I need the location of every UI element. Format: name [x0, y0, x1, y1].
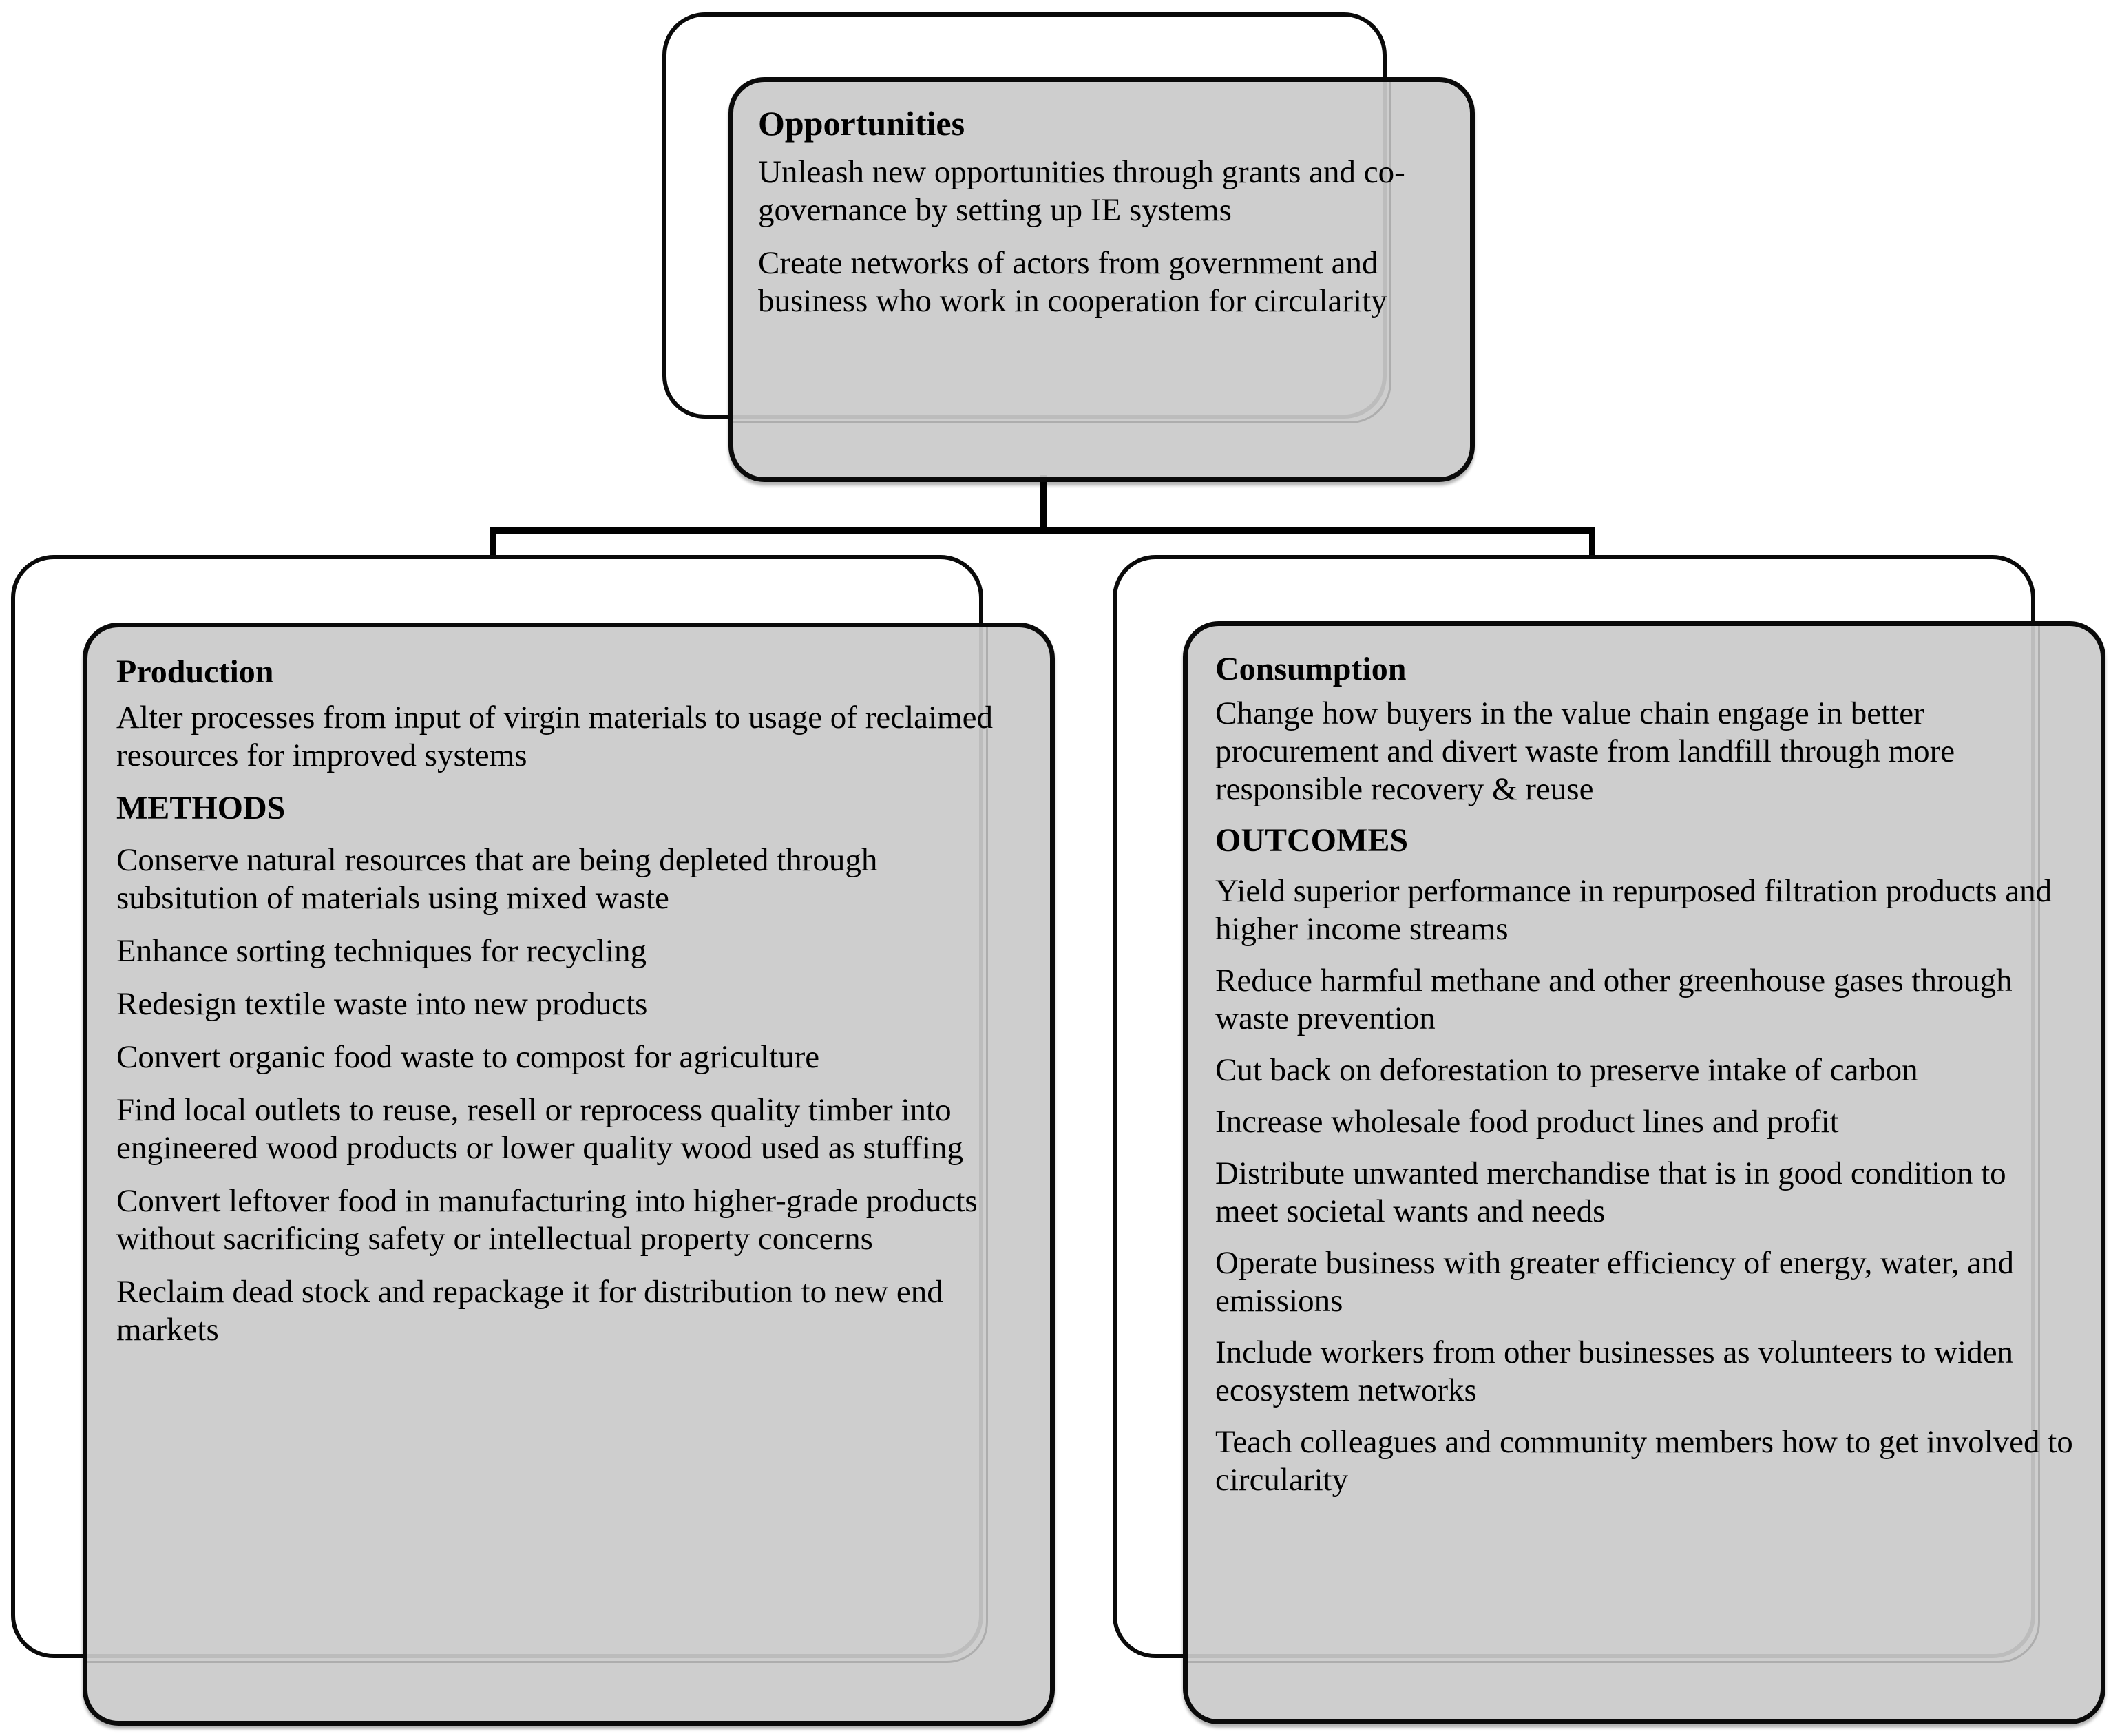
- spacer: [1215, 1141, 2075, 1155]
- consumption-outcome-6: Operate business with greater efficiency of energy, water, and emissions: [1215, 1245, 2015, 1319]
- consumption-outcome-4: Increase wholesale food product lines and profit: [1215, 1104, 1839, 1140]
- node-content: [1215, 651, 2075, 1499]
- spacer: [1215, 1320, 2075, 1334]
- node-content: [116, 653, 1022, 1349]
- spacer: [1215, 1038, 2075, 1052]
- production-method-3: Redesign textile waste into new products: [116, 986, 648, 1023]
- node-consumption[interactable]: [1113, 555, 2105, 1726]
- consumption-outcome-7: Include workers from other businesses as volunteers to widen ecosystem networks: [1215, 1335, 2014, 1409]
- connector-opportunities-stem: [1040, 475, 1047, 532]
- spacer: [758, 229, 1445, 244]
- spacer: [116, 1076, 1022, 1091]
- production-method-5: Find local outlets to reuse, resell or reprocess quality timber into engineered wood products or lower quality wood used as stuffing: [116, 1092, 964, 1167]
- production-subtitle: Alter processes from input of virgin materials to usage of reclaimed resources for improved systems: [116, 699, 993, 773]
- consumption-section-label-outcomes: OUTCOMES: [1215, 822, 1409, 859]
- node-content: [758, 104, 1445, 320]
- card-front-layer: [1183, 621, 2105, 1724]
- opportunities-item-2: Create networks of actors from government and business who work in cooperation for circularity: [758, 244, 1387, 319]
- consumption-outcome-2: Reduce harmful methane and other greenhouse gases through waste prevention: [1215, 963, 2013, 1037]
- spacer: [116, 970, 1022, 985]
- consumption-outcome-1: Yield superior performance in repurposed filtration products and higher income streams: [1215, 873, 2052, 948]
- card-front-layer: [728, 77, 1475, 482]
- node-title-opportunities: Opportunities: [758, 104, 965, 143]
- consumption-subtitle: Change how buyers in the value chain engage in better procurement and divert waste from landfill through more responsible recovery & reuse: [1215, 695, 1955, 807]
- opportunities-item-1: Unleash new opportunities through grants and co-governance by setting up IE systems: [758, 154, 1405, 228]
- spacer: [1215, 948, 2075, 962]
- node-production[interactable]: [11, 555, 1055, 1726]
- connector-horizontal-bar: [490, 527, 1595, 534]
- spacer: [1215, 859, 2075, 872]
- spacer: [116, 917, 1022, 932]
- spacer: [116, 775, 1022, 790]
- spacer: [1215, 1231, 2075, 1244]
- consumption-outcome-3: Cut back on deforestation to preserve intake of carbon: [1215, 1052, 1918, 1089]
- production-method-4: Convert organic food waste to compost for agriculture: [116, 1039, 820, 1076]
- production-section-label-methods: METHODS: [116, 789, 286, 826]
- production-method-6: Convert leftover food in manufacturing into higher-grade products without sacrificing safety or intellectual property concerns: [116, 1183, 978, 1257]
- consumption-outcome-8: Teach colleagues and community members how to get involved to circularity: [1215, 1424, 2073, 1498]
- production-method-1: Conserve natural resources that are being depleted through subsitution of materials using mixed waste: [116, 842, 878, 917]
- node-opportunities[interactable]: [662, 12, 1475, 482]
- node-title-production: Production: [116, 653, 274, 690]
- production-method-2: Enhance sorting techniques for recycling: [116, 933, 647, 970]
- spacer: [116, 1167, 1022, 1182]
- spacer: [1215, 1410, 2075, 1423]
- spacer: [1215, 808, 2075, 822]
- spacer: [116, 1258, 1022, 1273]
- card-front-layer: [83, 623, 1055, 1726]
- spacer: [116, 1023, 1022, 1038]
- spacer: [116, 826, 1022, 841]
- production-method-7: Reclaim dead stock and repackage it for distribution to new end markets: [116, 1274, 943, 1348]
- spacer: [1215, 1089, 2075, 1103]
- consumption-outcome-5: Distribute unwanted merchandise that is in good condition to meet societal wants and needs: [1215, 1155, 2006, 1230]
- node-title-consumption: Consumption: [1215, 651, 1407, 687]
